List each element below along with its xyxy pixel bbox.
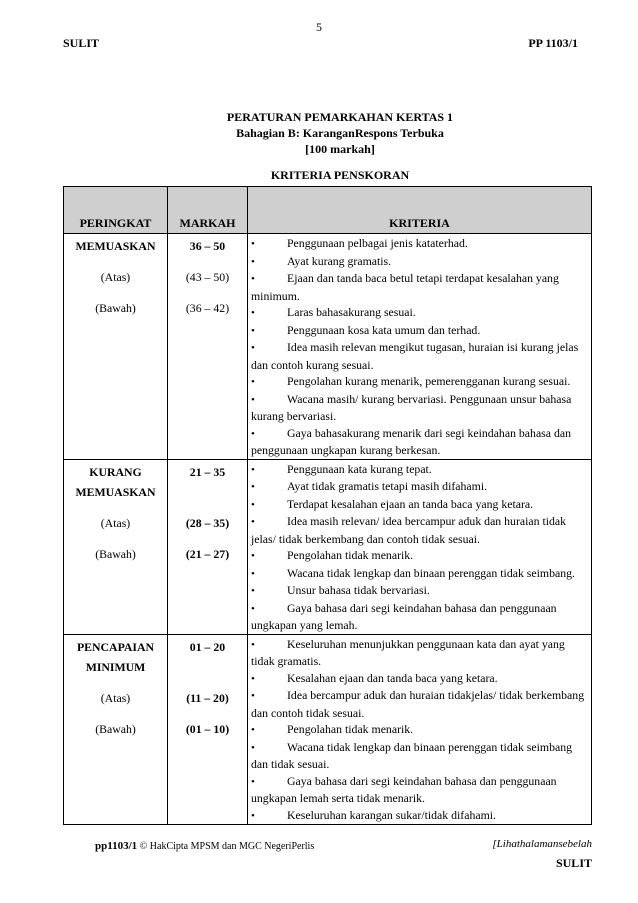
level-name: MEMUASKAN <box>75 239 156 253</box>
footer-left <box>95 840 314 852</box>
level-bawah: (Bawah) <box>95 546 136 561</box>
criteria-text: Idea masih relevan mengikut tugasan, huraian isi kurang jelas dan contoh kurang sesuai. <box>251 340 579 372</box>
bullet-icon <box>251 687 287 705</box>
mark-range: 36 – 50 <box>189 239 226 253</box>
bullet-icon <box>251 513 287 531</box>
list-item <box>251 391 589 425</box>
bullet-icon <box>251 270 287 288</box>
criteria-text: Wacana tidak lengkap dan binaan perenggan tidak seimbang. <box>287 565 575 580</box>
level-atas: (Atas) <box>100 690 131 705</box>
criteria-text: Pengolahan kurang menarik, pemerengganan kurang sesuai. <box>287 374 571 388</box>
header-paper-code: PP 1103/1 <box>528 36 578 50</box>
level-atas: (Atas) <box>100 515 131 530</box>
criteria-text: Gaya bahasa dari segi keindahan bahasa dan penggunaan ungkapan yang lemah. <box>251 600 557 632</box>
criteria-text: Penggunaan pelbagai jenis kataterhad. <box>287 236 468 250</box>
criteria-title: KRITERIA PENSKORAN <box>270 168 410 182</box>
criteria-text: Terdapat kesalahan ejaan an tanda baca yang ketara. <box>287 496 534 511</box>
list-item <box>251 565 589 583</box>
list-item <box>251 600 589 634</box>
footer-paper-code: pp1103/1 <box>95 840 138 852</box>
list-item <box>251 739 589 773</box>
list-item <box>251 478 589 496</box>
bullet-icon <box>251 322 287 340</box>
scoring-table <box>63 186 592 825</box>
document-titles <box>160 109 520 157</box>
level-atas: (Atas) <box>100 270 131 284</box>
bullet-icon <box>251 600 287 618</box>
list-item <box>251 582 589 600</box>
table-header-row <box>64 187 592 234</box>
list-item <box>251 807 589 825</box>
list-item <box>251 235 589 253</box>
list-item <box>251 461 589 479</box>
list-item <box>251 339 589 373</box>
mark-bawah: (21 – 27) <box>185 546 230 561</box>
criteria-text: Penggunaan kosa kata umum dan terhad. <box>287 322 481 337</box>
list-item <box>251 425 589 459</box>
list-item <box>251 547 589 565</box>
list-item <box>251 373 589 391</box>
bullet-icon <box>251 773 287 791</box>
criteria-text: Keseluruhan karangan sukar/tidak difahami. <box>287 807 496 822</box>
bullet-icon <box>251 721 287 739</box>
mark-cell <box>168 634 248 825</box>
footer-copyright: © HakCipta MPSM dan MGC NegeriPerlis <box>139 841 315 852</box>
bullet-icon <box>251 582 287 600</box>
mark-range: 21 – 35 <box>189 464 226 479</box>
level-bawah: (Bawah) <box>95 301 136 315</box>
table-row <box>64 634 592 825</box>
criteria-text: Wacana tidak lengkap dan binaan perenggan tidak seimbang dan tidak sesuai. <box>251 739 573 771</box>
criteria-text: Laras bahasakurang sesuai. <box>287 305 416 319</box>
table-row <box>64 459 592 634</box>
list-item <box>251 773 589 807</box>
criteria-text: Unsur bahasa tidak bervariasi. <box>287 583 430 597</box>
level-name-line-2: MEMUASKAN <box>75 484 156 499</box>
bullet-icon <box>251 253 287 271</box>
table-row <box>64 234 592 460</box>
title-line-3: [100 markah] <box>305 142 375 156</box>
criteria-text: Ejaan dan tanda baca betul tetapi terdapat kesalahan yang minimum. <box>251 271 559 303</box>
bullet-icon <box>251 670 287 688</box>
level-name: PENCAPAIAN <box>76 639 155 654</box>
mark-cell <box>168 459 248 634</box>
criteria-cell <box>248 634 592 825</box>
bullet-icon <box>251 478 287 496</box>
list-item <box>251 253 589 271</box>
level-cell <box>64 234 168 460</box>
bullet-icon <box>251 496 287 514</box>
mark-cell <box>168 234 248 460</box>
bullet-icon <box>251 425 287 443</box>
level-cell <box>64 459 168 634</box>
header-peringkat: PERINGKAT <box>64 187 168 234</box>
mark-atas: (11 – 20) <box>186 690 229 705</box>
criteria-text: Gaya bahasa dari segi keindahan bahasa dan penggunaan ungkapan lemah serta tidak menarik. <box>251 773 557 805</box>
list-item <box>251 687 589 721</box>
bullet-icon <box>251 739 287 757</box>
bullet-icon <box>251 235 287 253</box>
bullet-icon <box>251 461 287 479</box>
mark-atas: (28 – 35) <box>185 515 230 530</box>
criteria-text: Ayat kurang gramatis. <box>287 253 392 268</box>
list-item <box>251 721 589 739</box>
title-line-2: Bahagian B: KaranganRespons Terbuka <box>236 126 444 140</box>
bullet-icon <box>251 807 287 825</box>
criteria-text: Ayat tidak gramatis tetapi masih difahami. <box>287 479 488 493</box>
mark-atas: (43 – 50) <box>185 270 230 284</box>
list-item <box>251 670 589 688</box>
mark-bawah: (36 – 42) <box>185 301 230 315</box>
mark-range: 01 – 20 <box>189 639 226 654</box>
bullet-icon <box>251 304 287 322</box>
list-item <box>251 270 589 304</box>
criteria-text: Pengolahan tidak menarik. <box>287 548 414 562</box>
criteria-cell <box>248 459 592 634</box>
bullet-icon <box>251 565 287 583</box>
level-cell <box>64 634 168 825</box>
criteria-text: Idea masih relevan/ idea bercampur aduk dan huraian tidak jelas/ tidak berkembang dan contoh tidak sesuai. <box>251 514 567 546</box>
bullet-icon <box>251 547 287 565</box>
criteria-cell <box>248 234 592 460</box>
criteria-text: Idea bercampur aduk dan huraian tidakjelas/ tidak berkembang dan contoh tidak sesuai. <box>251 688 585 720</box>
criteria-text: Pengolahan tidak menarik. <box>287 722 414 736</box>
criteria-text: Gaya bahasakurang menarik dari segi keindahan bahasa dan penggunaan ungkapan kurang berkesan. <box>251 425 571 457</box>
level-name: KURANG <box>89 464 142 479</box>
criteria-text: Penggunaan kata kurang tepat. <box>287 461 432 476</box>
criteria-text: Keseluruhan menunjukkan penggunaan kata dan ayat yang tidak gramatis. <box>251 636 565 668</box>
list-item <box>251 304 589 322</box>
footer-next-page: [Lihathalamansebelah <box>492 838 592 850</box>
level-bawah: (Bawah) <box>95 721 136 736</box>
bullet-icon <box>251 339 287 357</box>
mark-bawah: (01 – 10) <box>185 721 230 736</box>
list-item <box>251 322 589 340</box>
header-sulit: SULIT <box>63 36 100 50</box>
header-kriteria: KRITERIA <box>248 187 592 234</box>
header-markah: MARKAH <box>168 187 248 234</box>
criteria-text: Kesalahan ejaan dan tanda baca yang ketara. <box>287 670 498 685</box>
bullet-icon <box>251 636 287 654</box>
criteria-text: Wacana masih/ kurang bervariasi. Penggunaan unsur bahasa kurang bervariasi. <box>251 391 572 423</box>
footer-sulit: SULIT <box>555 856 592 870</box>
list-item <box>251 636 589 670</box>
list-item <box>251 513 589 547</box>
level-name-line-2: MINIMUM <box>85 659 146 674</box>
title-line-1: PERATURAN PEMARKAHAN KERTAS 1 <box>226 110 454 124</box>
bullet-icon <box>251 391 287 409</box>
bullet-icon <box>251 373 287 391</box>
page-number: 5 <box>316 20 322 34</box>
list-item <box>251 496 589 514</box>
